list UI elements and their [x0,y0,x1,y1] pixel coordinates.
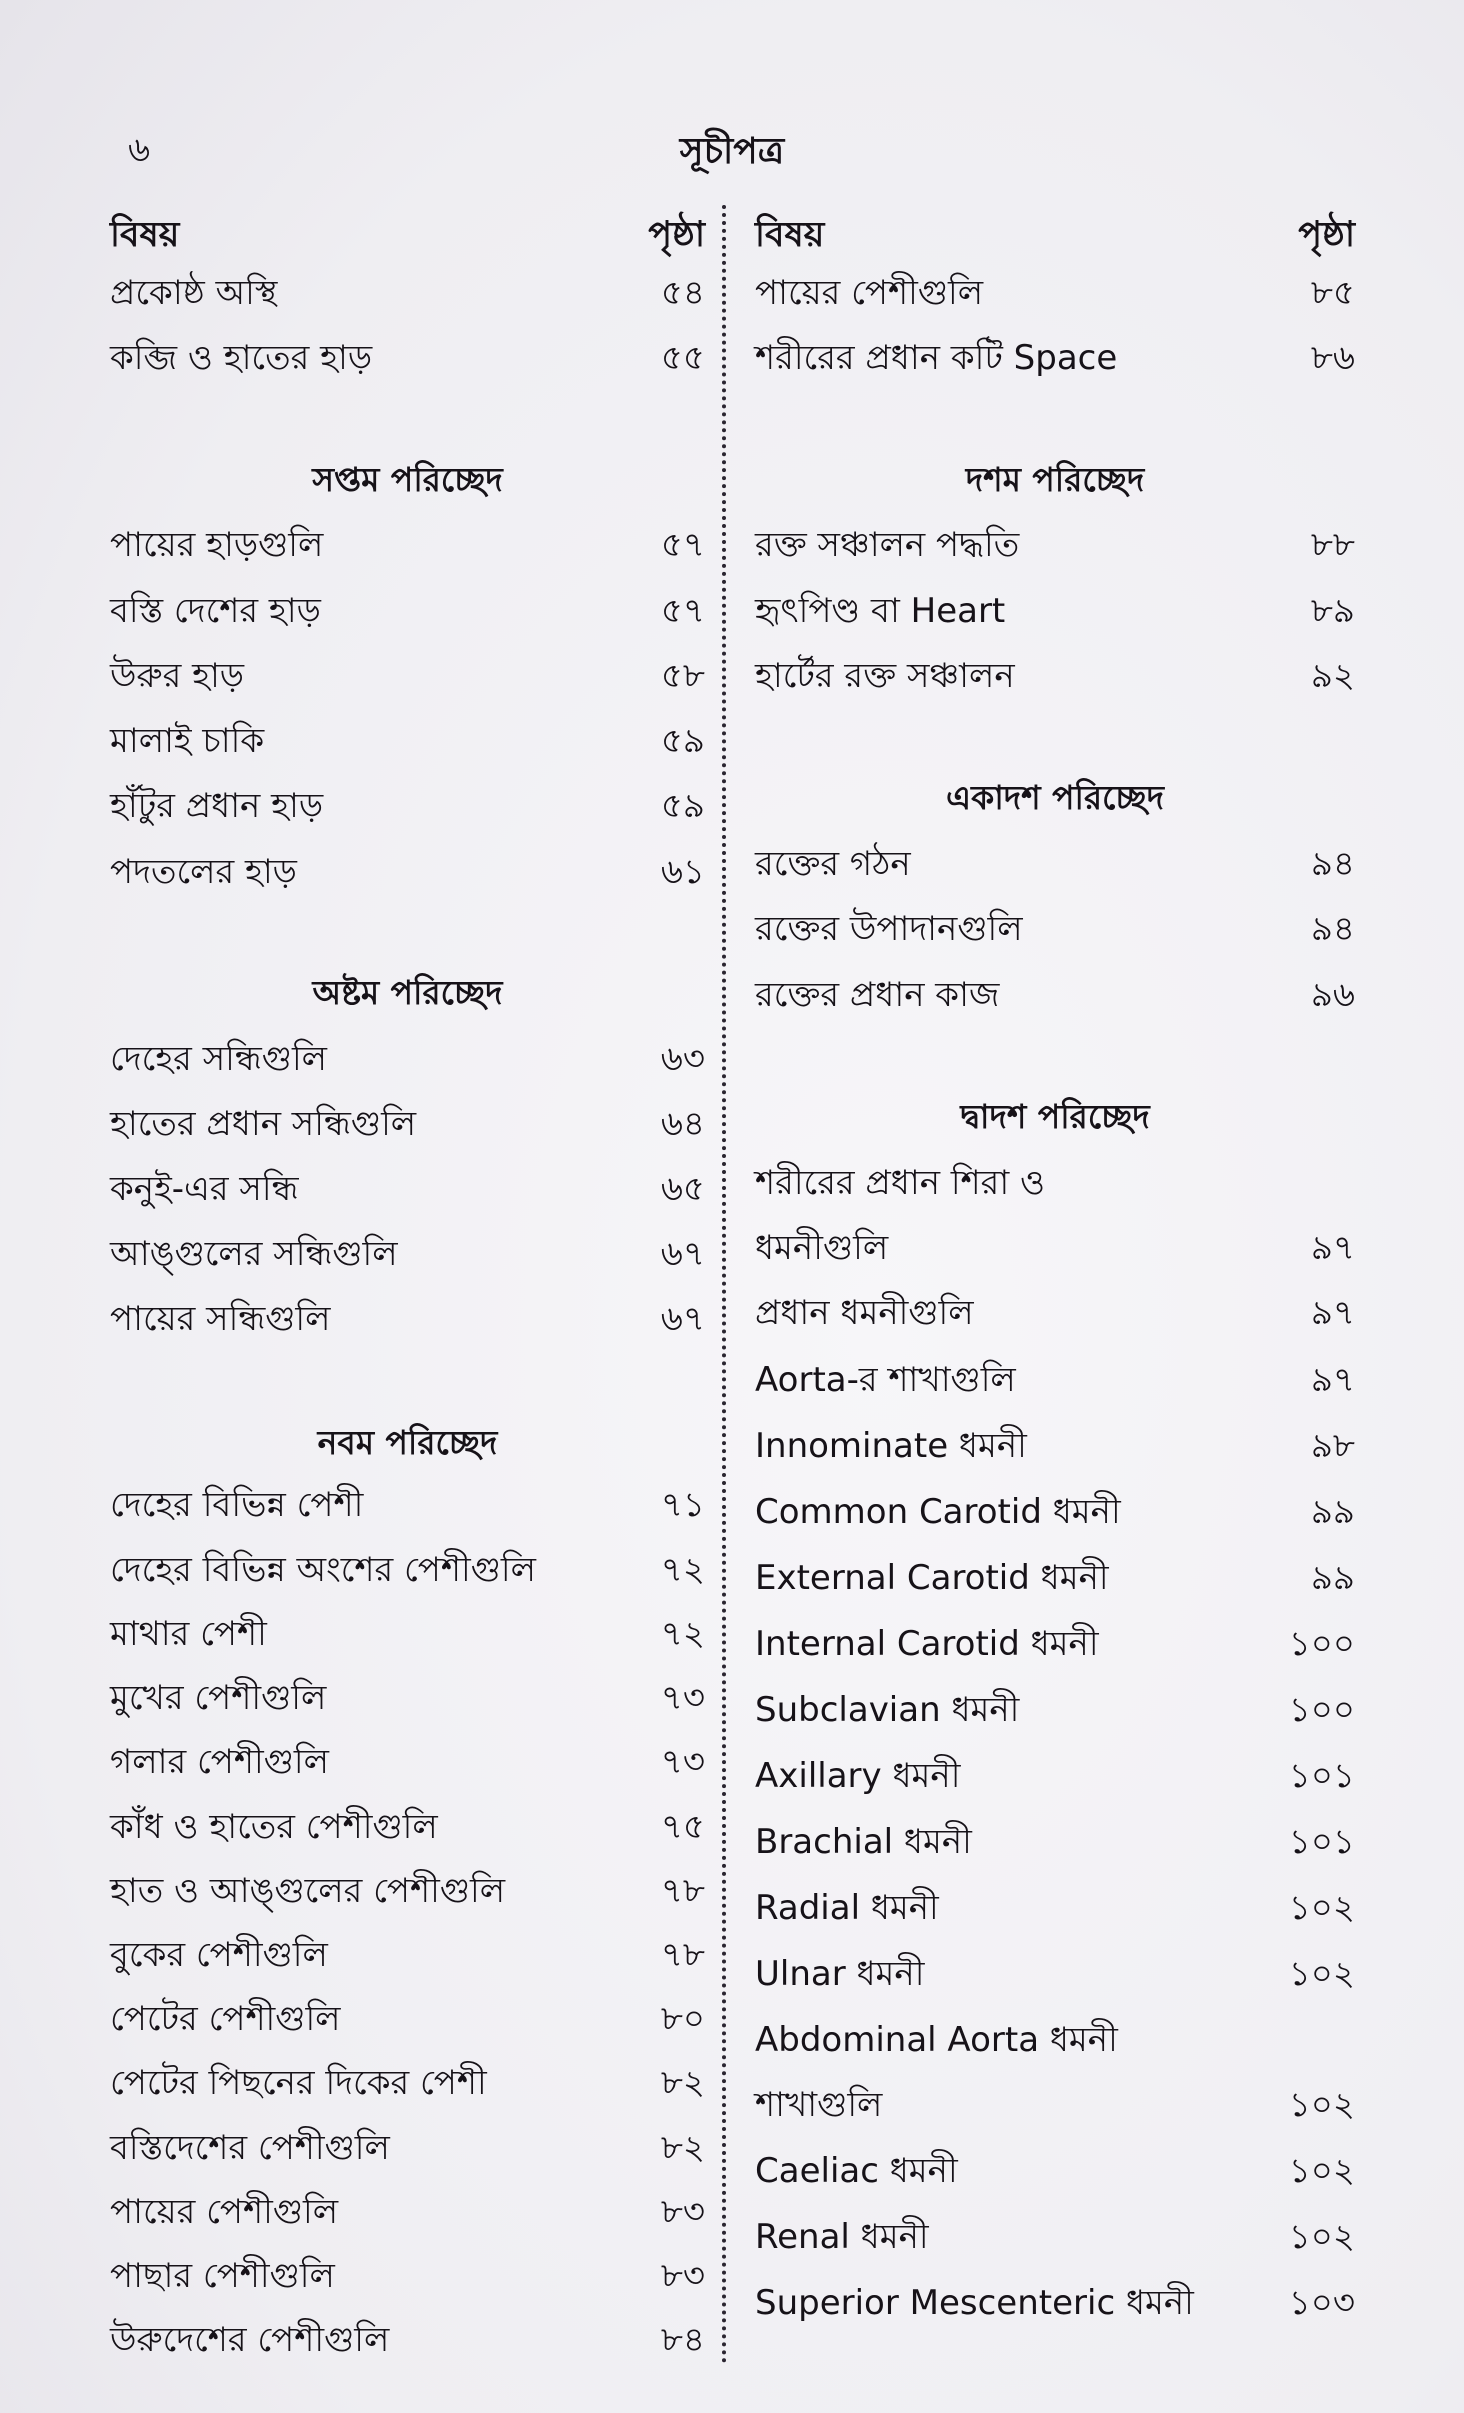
toc-entry [110,333,705,383]
toc-entry [755,520,1355,570]
toc-entry [755,1883,1355,1933]
page-heading: পৃষ্ঠা [1298,215,1355,255]
entry-page-number: ৬৫ [660,1169,705,1209]
entry-title: প্রকোষ্ঠ অস্থি [110,273,278,313]
entry-title: মুখের পেশীগুলি [110,1678,327,1718]
entry-page-number: ১০১ [1288,1822,1355,1862]
toc-entry [110,1930,705,1980]
toc-entry [755,1751,1355,1801]
toc-entry [110,2315,705,2365]
entry-title: আঙ্গুলের সন্ধিগুলি [110,1234,398,1274]
chapter-heading [755,773,1355,823]
entry-title: Innominate ধমনী [755,1426,1027,1466]
entry-page-number: ৫৪ [660,273,705,313]
entry-title: উরুর হাড় [110,656,245,696]
entry-title: পায়ের সন্ধিগুলি [110,1299,331,1339]
entry-title: Radial ধমনী [755,1888,939,1928]
entry-title: পেটের পেশীগুলি [110,1999,341,2039]
entry-title: গলার পেশীগুলি [110,1742,329,1782]
chapter-title: সপ্তম পরিচ্ছেদ [312,460,503,499]
toc-entry [755,333,1355,383]
entry-page-number: ১০০ [1288,1624,1355,1664]
entry-page-number: ১০৩ [1288,2283,1355,2323]
entry-title: External Carotid ধমনী [755,1558,1109,1598]
toc-entry [110,651,705,701]
entry-page-number: ৯৬ [1310,975,1355,1015]
entry-page-number: ৭২ [660,1550,705,1590]
entry-page-number: ৮৪ [660,2320,705,2360]
entry-title: Axillary ধমনী [755,1756,961,1796]
entry-title: Abdominal Aorta ধমনী [755,2020,1118,2060]
entry-page-number: ৮২ [660,2128,705,2168]
entry-title: Internal Carotid ধমনী [755,1624,1099,1664]
entry-page-number: ৯৭ [1310,1293,1355,1333]
entry-page-number: ১০২ [1288,1954,1355,1994]
entry-title: শরীরের প্রধান কটি Space [755,338,1118,378]
entry-page-number: ৭১ [660,1485,705,1525]
entry-page-number: ৫৭ [660,591,705,631]
entry-page-number: ৭৮ [660,1935,705,1975]
entry-title: মালাই চাকি [110,721,265,761]
entry-title: রক্তের প্রধান কাজ [755,975,1000,1015]
toc-entry [755,1158,1355,1208]
toc-entry [110,1294,705,1344]
toc-entry [755,1685,1355,1735]
chapter-title: নবম পরিচ্ছেদ [317,1423,498,1462]
entry-title: কাঁধ ও হাতের পেশীগুলি [110,1807,438,1847]
chapter-heading [110,1418,705,1468]
chapter-title: অষ্টম পরিচ্ছেদ [312,973,503,1012]
entry-title: প্রধান ধমনীগুলি [755,1293,974,1333]
toc-entry [755,2015,1355,2065]
entry-title: হাতের প্রধান সন্ধিগুলি [110,1104,417,1144]
subject-heading: বিষয় [755,215,825,255]
toc-entry [110,1099,705,1149]
entry-title: দেহের বিভিন্ন পেশী [110,1485,364,1525]
toc-entry [755,2080,1355,2130]
toc-entry [110,1866,705,1916]
toc-entry [110,716,705,766]
entry-page-number: ১০২ [1288,2151,1355,2191]
entry-title: রক্তের উপাদানগুলি [755,909,1023,949]
toc-entry [755,2278,1355,2328]
entry-title: রক্তের গঠন [755,844,911,884]
toc-entry [110,1164,705,1214]
entry-page-number: ৮৩ [660,2256,705,2296]
toc-entry [110,1994,705,2044]
entry-page-number: ৭৫ [660,1807,705,1847]
toc-entry [110,2187,705,2237]
chapter-heading [110,455,705,505]
toc-entry [755,1949,1355,1999]
subject-heading: বিষয় [110,215,180,255]
entry-title: রক্ত সঞ্চালন পদ্ধতি [755,525,1020,565]
entry-page-number: ১০২ [1288,1888,1355,1928]
entry-title: Renal ধমনী [755,2217,929,2257]
entry-page-number: ৯৪ [1310,844,1355,884]
entry-page-number: ৯২ [1310,656,1355,696]
left-column-header [110,210,705,260]
toc-entry [110,2251,705,2301]
toc-entry [110,520,705,570]
entry-title: Ulnar ধমনী [755,1954,925,1994]
entry-page-number: ৫৫ [660,338,705,378]
entry-page-number: ৭৩ [660,1678,705,1718]
entry-title: হৃৎপিণ্ড বা Heart [755,591,1006,631]
toc-entry [755,839,1355,889]
entry-page-number: ১০০ [1288,1690,1355,1730]
entry-title: উরুদেশের পেশীগুলি [110,2320,390,2360]
toc-entry [110,1673,705,1723]
entry-page-number: ৯৮ [1310,1426,1355,1466]
entry-page-number: ৮৩ [660,2192,705,2232]
toc-entry [755,1223,1355,1273]
toc-entry [755,1487,1355,1537]
entry-title: শরীরের প্রধান শিরা ও [755,1163,1046,1203]
entry-title: হার্টের রক্ত সঞ্চালন [755,656,1015,696]
entry-title: পায়ের হাড়গুলি [110,525,324,565]
entry-title: Caeliac ধমনী [755,2151,958,2191]
entry-page-number: ৭৮ [660,1871,705,1911]
chapter-heading [755,1092,1355,1142]
entry-page-number: ৭২ [660,1614,705,1654]
entry-title: শাখাগুলি [755,2085,883,2125]
entry-page-number: ৮০ [660,1999,705,2039]
toc-entry [110,2123,705,2173]
toc-entry [755,586,1355,636]
toc-entry [755,1619,1355,1669]
entry-page-number: ৬১ [660,852,705,892]
toc-entry [110,2058,705,2108]
entry-title: হাত ও আঙ্গুলের পেশীগুলি [110,1871,506,1911]
entry-page-number: ১০২ [1288,2085,1355,2125]
entry-page-number: ৮২ [660,2063,705,2103]
chapter-heading [110,968,705,1018]
entry-title: হাঁটুর প্রধান হাড় [110,786,324,826]
entry-title: পাছার পেশীগুলি [110,2256,335,2296]
page-title: সূচীপত্র [679,131,785,172]
entry-title: পায়ের পেশীগুলি [110,2192,339,2232]
toc-entry [755,2146,1355,2196]
entry-page-number: ৯৪ [1310,909,1355,949]
toc-entry [755,1421,1355,1471]
toc-entry [755,1288,1355,1338]
entry-page-number: ৮৬ [1310,338,1355,378]
entry-title: Superior Mescenteric ধমনী [755,2283,1194,2323]
chapter-title: দ্বাদশ পরিচ্ছেদ [960,1097,1150,1136]
entry-title: দেহের বিভিন্ন অংশের পেশীগুলি [110,1550,536,1590]
toc-entry [755,1355,1355,1405]
entry-page-number: ৫৭ [660,525,705,565]
entry-page-number: ৯৭ [1310,1228,1355,1268]
entry-page-number: ১০২ [1288,2217,1355,2257]
entry-page-number: ৫৯ [660,786,705,826]
entry-title: Common Carotid ধমনী [755,1492,1121,1532]
toc-entry [755,1553,1355,1603]
entry-page-number: ৬৭ [660,1234,705,1274]
toc-entry [755,970,1355,1020]
chapter-heading [755,455,1355,505]
entry-page-number: ৮৯ [1310,591,1355,631]
entry-page-number: ৮৮ [1310,525,1355,565]
entry-title: পেটের পিছনের দিকের পেশী [110,2063,487,2103]
entry-title: বস্তিদেশের পেশীগুলি [110,2128,390,2168]
toc-entry [110,1802,705,1852]
entry-title: পদতলের হাড় [110,852,297,892]
toc-entry [110,1034,705,1084]
toc-entry [110,1480,705,1530]
entry-title: দেহের সন্ধিগুলি [110,1039,328,1079]
entry-title: ধমনীগুলি [755,1228,889,1268]
entry-page-number: ৯৯ [1310,1492,1355,1532]
entry-page-number: ৭৩ [660,1742,705,1782]
entry-title: কনুই-এর সন্ধি [110,1169,299,1209]
entry-page-number: ৫৮ [660,656,705,696]
entry-title: মাথার পেশী [110,1614,267,1654]
toc-entry [110,1229,705,1279]
entry-title: Subclavian ধমনী [755,1690,1020,1730]
toc-entry [755,268,1355,318]
toc-entry [110,1609,705,1659]
toc-entry [110,1737,705,1787]
entry-title: কব্জি ও হাতের হাড় [110,338,373,378]
entry-page-number: ৬৭ [660,1299,705,1339]
toc-entry [110,268,705,318]
toc-entry [755,2212,1355,2262]
entry-page-number: ৬৩ [660,1039,705,1079]
page-number: ৬ [128,130,151,170]
toc-entry [755,904,1355,954]
chapter-title: দশম পরিচ্ছেদ [965,460,1145,499]
toc-entry [755,651,1355,701]
entry-page-number: ৬৪ [660,1104,705,1144]
entry-page-number: ৮৫ [1310,273,1355,313]
page-heading: পৃষ্ঠা [648,215,705,255]
entry-title: পায়ের পেশীগুলি [755,273,984,313]
entry-page-number: ৯৭ [1310,1360,1355,1400]
entry-page-number: ১০১ [1288,1756,1355,1796]
toc-entry [110,1545,705,1595]
chapter-title: একাদশ পরিচ্ছেদ [946,778,1164,817]
toc-entry [110,781,705,831]
toc-entry [110,847,705,897]
right-column-header [755,210,1355,260]
toc-entry [755,1817,1355,1867]
entry-title: বস্তি দেশের হাড় [110,591,321,631]
entry-title: বুকের পেশীগুলি [110,1935,328,1975]
entry-page-number: ৫৯ [660,721,705,761]
toc-entry [110,586,705,636]
column-divider [722,205,726,2365]
entry-title: Brachial ধমনী [755,1822,972,1862]
entry-page-number: ৯৯ [1310,1558,1355,1598]
entry-title: Aorta-র শাখাগুলি [755,1360,1016,1400]
